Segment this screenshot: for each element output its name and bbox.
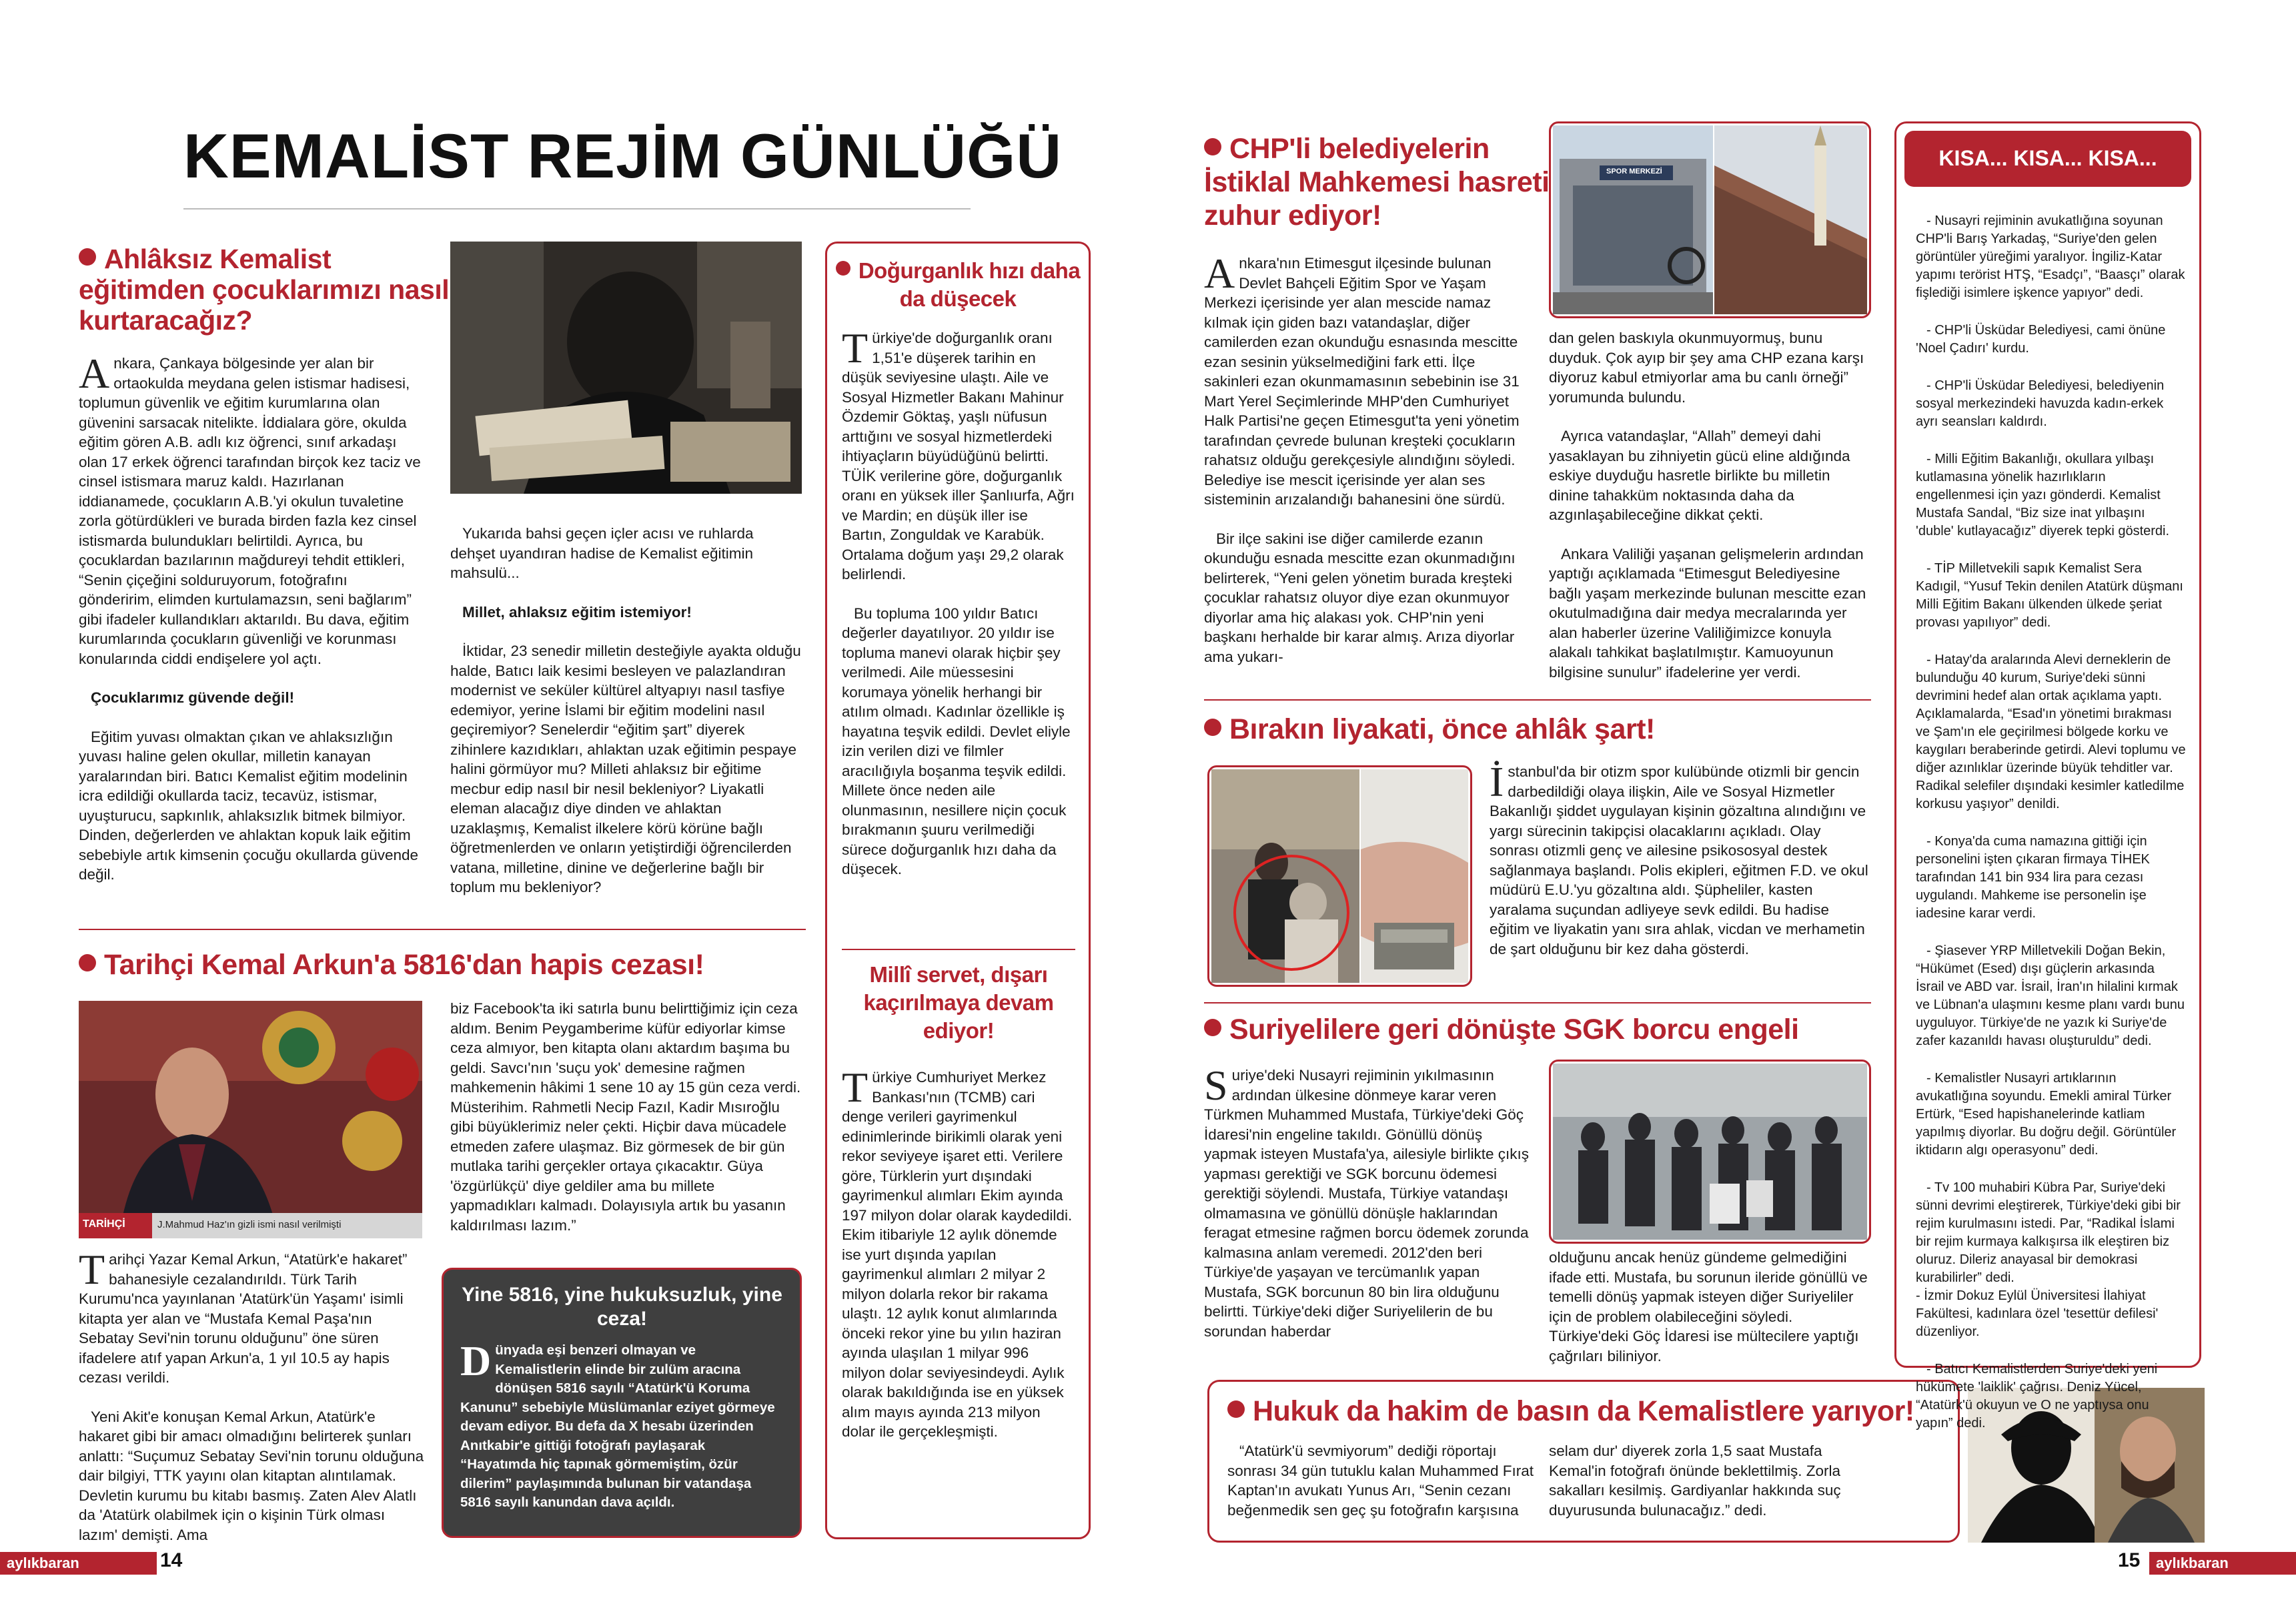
article5-title: CHP'li belediyelerin İstiklal Mahkemesi hasreti zuhur ediyor! [1204,133,1550,232]
refugees-photo [1553,1064,1867,1240]
article1-paragraph: Yukarıda bahsi geçen içler acısı ve ruhlarda dehşet uyandıran hadise de Kemalist eğitimin mahsulü... [450,525,754,581]
short-news-title: KISA... KISA... KISA... [1938,146,2157,170]
article3-paragraph: ürkiye Cumhuriyet Merkez Bankası'nın (TCMB) cari denge verileri gayrimenkul edinimlerinde birikimli olarak yeni rekor seviyeye işaret etti. Verilere göre, Türklerin yurt dışındaki gayrimenkul alımları Ekim ayında 197 milyon dolar olarak kaydedildi. Ekim itibariyle 12 aylık dönemde ise yurt dışında yapılan gayrimenkul alımları 2 milyar 2 milyon dolarla rekor bir rakama ulaştı. 12 aylık konut alımlarında önceki rekor yine bu yılın haziran ayında ulaşılan 1 milyar 996 milyon dolar seviyesindeydi. Aylık olarak bakıldığında ise en yüksek alım mayıs ayında 213 milyon dolar ile gerçekleşmişti. [842,1069,1073,1440]
article1-paragraph: Eğitim yuvası olmaktan çıkan ve ahlaksızlığın yuvası haline gelen okullar, milletin kanayan yaralarından biri. Batıcı Kemalist eğitim modelinin icra edildiği okullarda taciz, tecavüz, istismar, uyuşturucu, sapkınlık, ahlaksızlık bitmek bilmiyor. Dinden, değerlerden ve ahlaktan kopuk laik eğitim sebebiyle artık kimsenin çocuğu okullarda güvende değil. [79,728,419,883]
short-news-item: - CHP'li Üsküdar Belediyesi, cami önüne 'Noel Çadırı' kurdu. [1916,323,2166,356]
bullet-icon [1227,1400,1245,1418]
article4-title: Tarihçi Kemal Arkun'a 5816'dan hapis cezası! [79,947,812,982]
article7-paragraph: olduğunu ancak henüz gündeme gelmediğini ifade etti. Mustafa, bu sorunun ileride gönüllü ve temelli dönüş yapmak isteyen diğer Suriyeliler için de problem olabileceğini söyledi. Türkiye'deki Göç İdaresi ise mültecilere yaptığı çağrıları biliniyor. [1549,1249,1868,1364]
tv-interview-photo [79,1001,422,1238]
divider [842,949,1075,950]
article5-paragraph: Ankara Valiliği yaşanan gelişmelerin ardından yaptığı açıklamada “Etimesgut Belediyesine bağlı yaşam merkezinde bulunan mescitte ezan okutulmadığına dair medya mecralarında yer alan haberler üzerine Valiliğimizce konuyla alakalı tahkikat başlatılmıştır. Kamuoyunun bilgisine sunulur” ifadelerine yer verdi. [1549,545,1866,681]
divider [79,929,806,930]
page-number-right: 15 [2118,1549,2141,1571]
short-news-item: - Nusayri rejiminin avukatlığına soyunan CHP'li Barış Yarkadaş, “Suriye'den gelen görüntüler yüreğimi yaralıyor. İngiliz-Katar yapımı terörist HTŞ, “Esadçı”, “Baasçı” olarak fişlediği isimlere işkence yapıyor” dedi. [1916,214,2185,300]
article8-paragraph: selam dur' diyerek zorla 1,5 saat Mustafa Kemal'in fotoğrafı önünde beklettilmiş. Zorla sakalları kesilmiş. Gardiyanlar hakkında suç duyurusunda bulunacağız.” dedi. [1549,1443,1841,1519]
article6-paragraph: stanbul'da bir otizm spor kulübünde otizmli bir gencin darbedildiği olaya ilişkin, Aile ve Sosyal Hizmetler Bakanlığı şiddet uygulayan kişinin gözaltına alındığını ve yargı sürecinin takipçisi olacaklarını açıkladı. Olay sonrası otizmli genç ve ailesine psikososyal destek sağlanmaya başlandı. Polis ekipleri, eğitmen F.D. ve okul müdürü E.U.'yu gözaltına aldı. Şüpheliler, kasten yaralama suçundan adliyeye sevk edildi. Bu hadise eğitim ve liyakatin yanı sıra ahlak, vicdan ve merhametin de şart olduğunu bir kez daha gösterdi. [1490,763,1868,957]
short-news-item: - TİP Milletvekili sapık Kemalist Sera Kadıgil, “Yusuf Tekin denilen Atatürk düşmanı Milli Eğitim Bakanı ülkenden ülkede şeriat provası yapılıyor” dedi. [1916,561,2183,630]
bullet-icon [836,261,850,276]
dropcap: İ [1490,758,1504,805]
sports-center-sign: SPOR MERKEZİ [1606,167,1662,175]
article3-body [842,1064,1075,1461]
dropcap: A [79,350,110,397]
article8-paragraph: “Atatürk'ü sevmiyorum” dediği röportajı sonrası 34 gün tutuklu kalan Muhammed Fırat Kaptan'ın avukatı Yunus Arı, “Senin cezanı beğenmedik sen geç şu fotoğrafın karşısına [1227,1443,1534,1519]
dropcap: D [460,1337,492,1384]
article2-paragraph: ürkiye'de doğurganlık oranı 1,51'e düşerek tarihin en düşük seviyesine ulaştı. Aile ve Sosyal Hizmetler Bakanı Mahinur Özdemir Göktaş, yaşlı nüfusun arttığını ve sosyal hizmetlerdeki ihtiyaçların büyüdüğünü belirtti. TÜİK verilerine göre, doğurganlık oranı en yüksek iller Şanlıurfa, Ağrı ve Mardin; en düşük iller ise Bartın, Zonguldak ve Karabük. Ortalama doğum yaşı 29,2 olarak belirlendi. [842,330,1075,582]
tv-caption-brand: TARİHÇİ [83,1218,125,1230]
article5-col2 [1549,328,1871,701]
bullet-icon [1204,138,1221,155]
article5-paragraph: dan gelen baskıyla okunmuyormuş, bunu duyduk. Çok ayıp bir şey ama CHP ezana karşı diyoruz kabul etmiyorlar ama bu canlı örneği” yorumunda bulundu. [1549,330,1864,406]
article1-subheading: Çocuklarımız güvende değil! [91,689,295,706]
article2-body [842,324,1075,899]
article1-title: Ahlâksız Kemalist eğitimden çocuklarımızı nasıl kurtaracağız? [79,244,450,336]
article4-paragraph: Yeni Akit'e konuşan Kemal Arkun, Atatürk'e hakaret gibi bir amacı olmadığını belirterek şunları anlattı: “Suçumuz Sebatay Sevi'nin torunu olduğuna dair bilgiyi, TTK yayını olan kitaptan alıntılamak. Devletin kurumu bu kitabı basmış. Zaten Alev Alatlı da 'Atatürk olabilmek için o kişinin Türk olması lazım' demişti. Ama [79,1408,424,1543]
article4-paragraph: arihçi Yazar Kemal Arkun, “Atatürk'e hakaret” bahanesiyle cezalandırıldı. Türk Tarih Kurumu'nca yayınlanan 'Atatürk'ün Yaşamı' isimli kitapta yer alan ve “Mustafa Kemal Paşa'nın Sebatay Sevi'nin torunu olduğunu” öne süren ifadelere atıf yapan Arkun'a, 1 yıl 10.5 ay hapis cezası verildi. [79,1251,408,1386]
dropcap: T [79,1246,105,1293]
short-news-item: - CHP'li Üsküdar Belediyesi, belediyenin sosyal merkezindeki havuzda kadın-erkek ayrı seansları kaldırdı. [1916,378,2165,429]
article2-title: Doğurganlık hızı daha da düşecek [834,257,1082,313]
article1-col1 [79,350,426,904]
bullet-icon [1204,1019,1221,1036]
article5-paragraph: nkara'nın Etimesgut ilçesinde bulunan Devlet Bahçeli Eğitim Spor ve Yaşam Merkezi içerisinde yer alan mescide namaz kılmak için giden bazı vatandaşlar, diğer camilerden ezan okunduğu esnasında mescitte ezan sesinin yükselmediğini fark etti. İlçe sakinleri ezan okunmamasının sebebinin ise 31 Mart Yerel Seçimlerinde MHP'den Cumhuriyet Halk Partisi'ne geçen Etimesgut'ta yeni yönetim tarafından çevrede bulunan kreşteki çocukların rahatsız olduğu gerekçesiyle alındığını söyledi. Belediye ise mescit içerisinde yer alan ses sisteminin arızalandığı bahanesini öne sürdü. [1204,255,1520,508]
short-news-item: - Milli Eğitim Bakanlığı, okullara yılbaşı kutlamasına yönelik hazırlıkların engellenmesi için yazı gönderdi. Kemalist Mustafa Sandal, “Biz size inat yılbaşını 'duble' kutlayacağız” diyerek tepki gösterdi. [1916,452,2170,538]
short-news-item: - Kemalistler Nusayri artıklarının avukatlığına soyundu. Emekli amiral Türker Ertürk, “Esed hapishanelerinde katliam yapılmış diyorlar. Bu doğru değil. Görüntüler iktidarın algı operasyonu” dedi. [1916,1071,2177,1158]
article4-paragraph: biz Facebook'ta iki satırla bunu belirttiğimiz için ceza aldım. Benim Peygamberime küfür ediyorlar kimse ceza almıyor, ben kitapta olanı aktardım başıma bu geldi. Savcı'nın 'suçu yok' demesine rağmen mahkemenin hâkimi 1 sene 10 ay 15 gün ceza verdi. Müsterihim. Rahmetli Necip Fazıl, Kadir Mısıroğlu gibi büyüklerimiz neler çekti. Hiçbir dava mücadele etmeden zafere ulaşmaz. Biz görmesek de bir gün mutlaka tarihi gerçekler ortaya çıkacaktır. Güya 'özgürlükçü' diye geldiler ama bu millete yapmadıkları kalmadı. Dolayısıyla artık bu yasanın kaldırılması lazım.” [450,1000,801,1234]
article4-col2 [450,999,802,1254]
short-news-item: - Batıcı Kemalistlerden Suriye'deki yeni hükümete 'laiklik' çağrısı. Deniz Yücel, “Atatürk'ü okuyun ve O ne yaptıysa onu yapın” dedi. [1916,1362,2158,1431]
article4-col1 [79,1246,426,1564]
page-number-left: 14 [160,1549,183,1571]
short-news-item: - Hatay'da aralarında Alevi derneklerin de bulunduğu 40 kurum, Suriye'deki sünni devrimini hedef alan ortak açıklama yaptı. Açıklamalarda, “Esad'ın yönetimi bırakması ve Şam'ın ele geçirilmesi bölgede korku ve kaygıları beraberinde getirdi. Alevi toplumu ve diğer azınlıklar üzerinde büyük tehditler var. Radikal selefiler dışındaki kesimler katledilme korkusu yaşıyor” denildi. [1916,653,2186,811]
article7-title: Suriyelilere geri dönüşte SGK borcu engeli [1204,1013,1871,1046]
dropcap: T [842,324,869,372]
dropcap: T [842,1064,869,1111]
article3-title: Millî servet, dışarı kaçırılmaya devam ediyor! [863,962,1054,1043]
tv-caption-text: J.Mahmud Haz'ın gizli ismi nasıl verilmişti [157,1219,342,1230]
classroom-photo [450,242,802,494]
article1-paragraph: İktidar, 23 senedir milletin desteğiyle ayakta olduğu halde, Batıcı laik kesimi besleyen ve palazlandıran modernist ve seküler kültürel altyapıyı nasıl tasfiye edemiyor, yerine İslami bir eğitim modelini nasıl geçiremiyor? Senelerdir “eğitim şart” diyerek zihinlere kazıdıkları, ahlaktan uzak eğitimin pespaye halini görmüyor mu? Milleti ahlaksız bir eğitime mecbur edip nasıl bir nesil bekleniyor? Liyakatli eleman alacağız diye dinden ve ahlaktan uzaklaşmış, Kemalist ilkelere körü körüne bağlı öğretmenlerden ve onların yetiştirdiği öğrencilerden vatana, milletine, dinine ve değerlerine bağlı bir toplum mu bekleniyor? [450,643,801,895]
article8-col1 [1227,1441,1536,1539]
bullet-icon [79,954,96,971]
sports-center-photo [1553,125,1713,314]
article5-paragraph: Bir ilçe sakini ise diğer camilerde ezanın okunduğu esnada mescitte ezan okunmadığını belirterek, “Yeni gelen yönetim burada kreşteki çocuklar rahatsız oluyor diye ezan okunmuyor diyorlar ama hiç alakası yok. CHP'nin yeni başkanı herhalde bir karar almış. Arıza diyorlar ama yukarı- [1204,530,1516,665]
dropcap: A [1204,250,1235,297]
article7-col2 [1549,1248,1871,1385]
short-news-list [1916,212,2186,1452]
article5-col1 [1204,250,1530,686]
otism-photo-left [1211,769,1359,983]
bullet-icon [1204,719,1221,736]
article1-paragraph: nkara, Çankaya bölgesinde yer alan bir ortaokulda meydana gelen istismar hadisesi, toplumun güvenlik ve eğitim kurumlarına olan güvenini sarsacak nitelikte. İddialara göre, okulda eğitim gören A.B. adlı kız öğrenci, sınıf arkadaşı olan 17 erkek öğrenci tarafından birçok kez taciz ve cinsel istismara maruz kaldı. Hazırlanan iddianamede, çocukların A.B.'yi okulun tuvaletine zorla götürdükleri ve burada birden fazla kez cinsel istismarda bulundukları belirtildi. Ayrıca, bu çocuklardan bazılarının mağdureyi tehdit ettikleri, “Senin çiçeğini solduruyorum, fotoğrafını gönderirim, elimden kurtulamazsın, seni bağlarım” gibi ifadeler kullandıkları aktarıldı. Bu dava, eğitim kurumlarında çocukların güvenliği ve korunması konularında ciddi endişelere yol açtı. [79,355,421,667]
article8-col2 [1549,1441,1842,1539]
dropcap: S [1204,1062,1228,1109]
title-rule [183,208,971,210]
divider [1204,1002,1871,1003]
magazine-tag-left: aylıkbaran [0,1552,157,1575]
bullet-icon [79,248,96,266]
article6-body [1490,758,1871,978]
article6-title: Bırakın liyakati, önce ahlâk şart! [1204,713,1871,746]
article5-paragraph: Ayrıca vatandaşlar, “Allah” demeyi dahi yasaklayan bu zihniyetin gücü eline aldığında eskiye duyduğu hasretle birlikte bu milletin dinine tahakküm noktasında daha da azgınlaşabileceğine dikkat çekti. [1549,428,1850,523]
article7-paragraph: uriye'deki Nusayri rejiminin yıkılmasının ardından ülkesine dönmeye karar veren Türkmen Muhammed Mustafa, Türkiye'deki Göç İdaresi'nin engeline takıldı. Gönüllü dönüş yapmak isteyen Mustafa'ya, ailesiyle birlikte çıkış yapması gerektiği ve SGK borcunu ödemesi gerektiği söylendi. Mustafa, Türkiye vatandaşı olmamasına ve gönüllü dönüşle haklarından feragat etmesine rağmen borcu ödemek zorunda kalmasına anlam veremedi. 2012'den beri Türkiye'de yaşayan ve tercümanlık yapan Mustafa, SGK borcunun 80 bin lira olduğunu belirtti. Türkiye'deki diğer Suriyelilerin de bu sorundan haberdar [1204,1067,1529,1340]
law-5816-title: Yine 5816, yine hukuksuzluk, yine ceza! [462,1284,782,1330]
page-title: KEMALİST REJİM GÜNLÜĞÜ [183,121,1063,191]
article1-col2 [450,524,802,917]
short-news-item: - Şiasever YRP Milletvekili Doğan Bekin, “Hükümet (Esed) dışı güçlerin arkasında İsrail ve ABD var. İsrail, İran'ın hilalini kırmak ve Lübnan'a ulaşmını kesme planı vardı bunu uyguluyor. Türkiye'de ne yazık ki Suriye'de zafer kazanıldı havası oluşturuldu” dedi. [1916,943,2185,1048]
short-news-item: - Tv 100 muhabiri Kübra Par, Suriye'deki sünni devrimi eleştirerek, Türkiye'deki gibi bir rejim kurulmasını istedi. Par, “Radikal İslami bir rejim kurmaya kalkışırsa ilk eleştiren biz oluruz. Dileriz anayasal bir demokrasi kurabilirler” dedi. - İzmir Dokuz Eylül Üniversitesi İlahiyat Fakültesi, kadınlara özel 'tesettür defilesi' düzenliyor. [1916,1180,2181,1339]
magazine-tag-right: aylıkbaran [2149,1552,2296,1575]
otism-photo-right [1361,769,1468,983]
article1-subheading: Millet, ahlaksız eğitim istemiyor! [462,603,692,621]
law-5816-paragraph: ünyada eşi benzeri olmayan ve Kemalistlerin elinde bir zulüm aracına dönüşen 5816 sayılı “Atatürk'ü Koruma Kanunu” sebebiyle Müslümanlar eziyet görmeye devam ediyor. Bu defa da X hesabı üzerinden Anıtkabir'e gittiği fotoğrafı paylaşarak “Hayatımda hiç tapınak görmemiştim, özür dilerim” paylaşımında bulunan bir vatandaşa 5816 sayılı kanundan dava açıldı. [460,1342,775,1510]
short-news-item: - Konya'da cuma namazına gittiği için personelini işten çıkaran firmaya TİHEK tarafından 141 bin 934 lira para cezası uygulandı. Mahkeme ise personelin işe iadesine karar verdi. [1916,834,2150,921]
article2-paragraph: Bu topluma 100 yıldır Batıcı değerler dayatılıyor. 20 yıldır ise topluma manevi olarak hiçbir şey verilmedi. Aile müessesini korumaya yönelik herhangi bir atılım olmadı. Kadınlar özellikle iş hayatına teşvik edildi. Devlet eliyle izin verilen dizi ve filmler aracılığıyla boşanma teşvik edildi. Millete önce neden aile olunmasının, nesillere niçin çocuk bırakmanın şuuru verilmediği sürece doğurganlık hızı daha da düşecek. [842,604,1071,877]
divider [1204,699,1871,701]
article7-col1 [1204,1062,1530,1360]
article8-title: Hukuk da hakim de basın da Kemalistlere yarıyor! [1227,1394,1954,1428]
mosque-photo [1714,125,1867,314]
law-5816-text [460,1337,784,1513]
